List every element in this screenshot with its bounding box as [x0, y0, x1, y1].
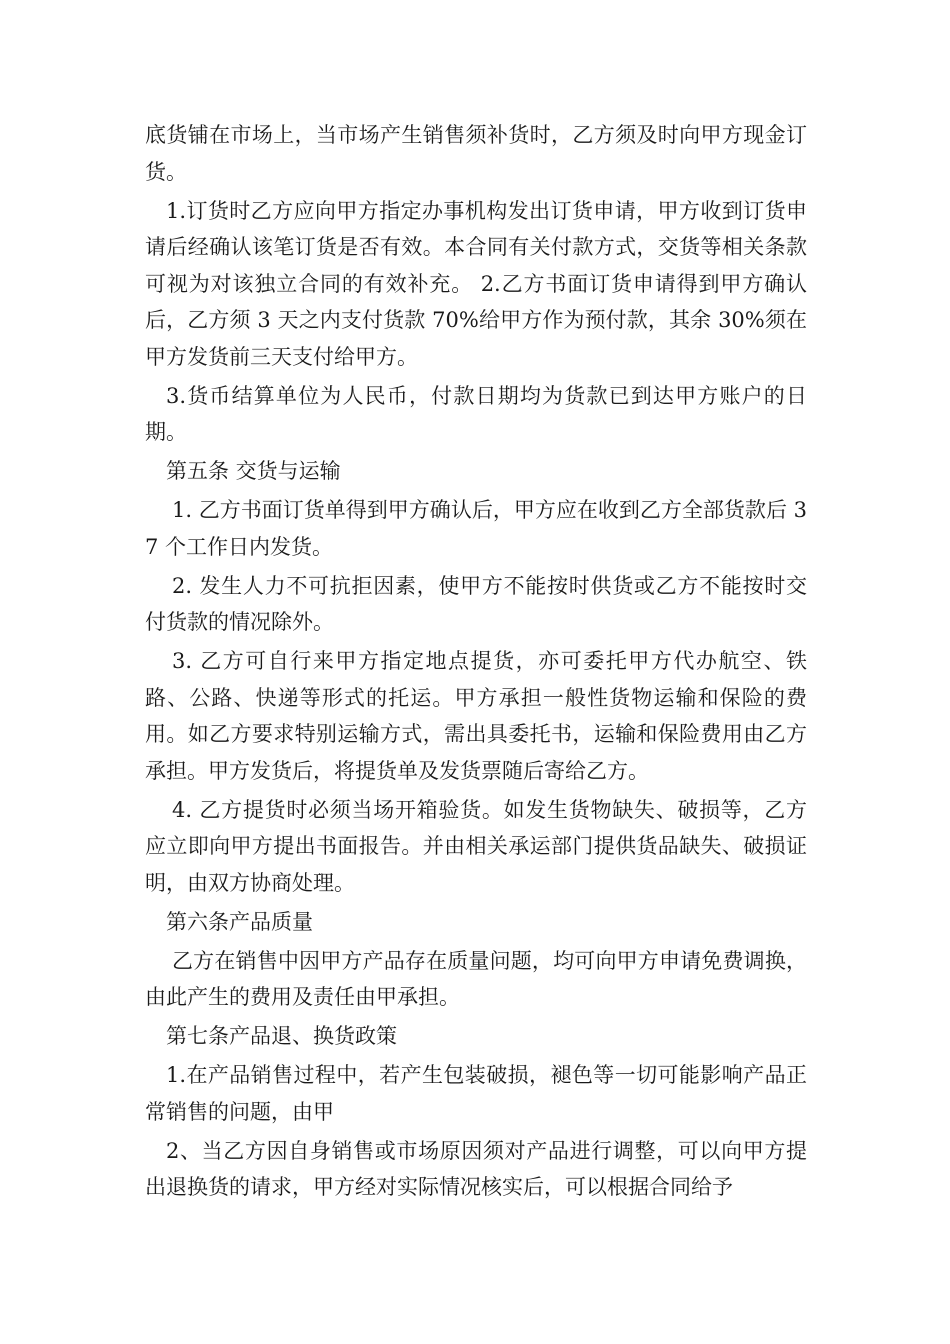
paragraph-7: 3. 乙方可自行来甲方指定地点提货，亦可委托甲方代办航空、铁路、公路、快递等形式的托运。甲方承担一般性货物运输和保险的费用。如乙方要求特别运输方式，需出具委托书，运输和保险费用由乙方承担。甲方发货后，将提货单及发货票随后寄给乙方。 [145, 649, 807, 783]
section-heading-5: 第五条 交货与运输 [166, 459, 341, 483]
paragraph-3: 3.货币结算单位为人民币，付款日期均为货款已到达甲方账户的日期。 [145, 383, 807, 444]
paragraph-12: 1.在产品销售过程中，若产生包装破损，褪色等一切可能影响产品正常销售的问题，由甲 [145, 1063, 807, 1124]
paragraph-5: 1. 乙方书面订货单得到甲方确认后，甲方应在收到乙方全部货款后 37 个工作日内发货。 [145, 498, 807, 559]
document-page [145, 117, 807, 1208]
paragraph-8: 4. 乙方提货时必须当场开箱验货。如发生货物缺失、破损等，乙方应立即向甲方提出书面报告。并由相关承运部门提供货品缺失、破损证明，由双方协商处理。 [145, 797, 807, 895]
paragraph-13: 2、当乙方因自身销售或市场原因须对产品进行调整，可以向甲方提出退换货的请求，甲方经对实际情况核实后，可以根据合同给予 [145, 1138, 807, 1199]
paragraph-1: 底货铺在市场上，当市场产生销售须补货时，乙方须及时向甲方现金订货。 [145, 123, 807, 184]
section-heading-7: 第七条产品退、换货政策 [166, 1024, 397, 1048]
paragraph-2: 1.订货时乙方应向甲方指定办事机构发出订货申请，甲方收到订货申请后经确认该笔订货是否有效。本合同有关付款方式，交货等相关条款可视为对该独立合同的有效补充。 2.乙方书面订货申请得到甲方确认后，乙方须 3 天之内支付货款 70%给甲方作为预付款，其余 30%须在甲方发货前三天支付给甲方。 [145, 198, 807, 369]
paragraph-10: 乙方在销售中因甲方产品存在质量问题，均可向甲方申请免费调换，由此产生的费用及责任由甲承担。 [145, 948, 807, 1009]
section-heading-6: 第六条产品质量 [166, 909, 313, 934]
paragraph-6: 2. 发生人力不可抗拒因素，使甲方不能按时供货或乙方不能按时交付货款的情况除外。 [145, 573, 807, 634]
